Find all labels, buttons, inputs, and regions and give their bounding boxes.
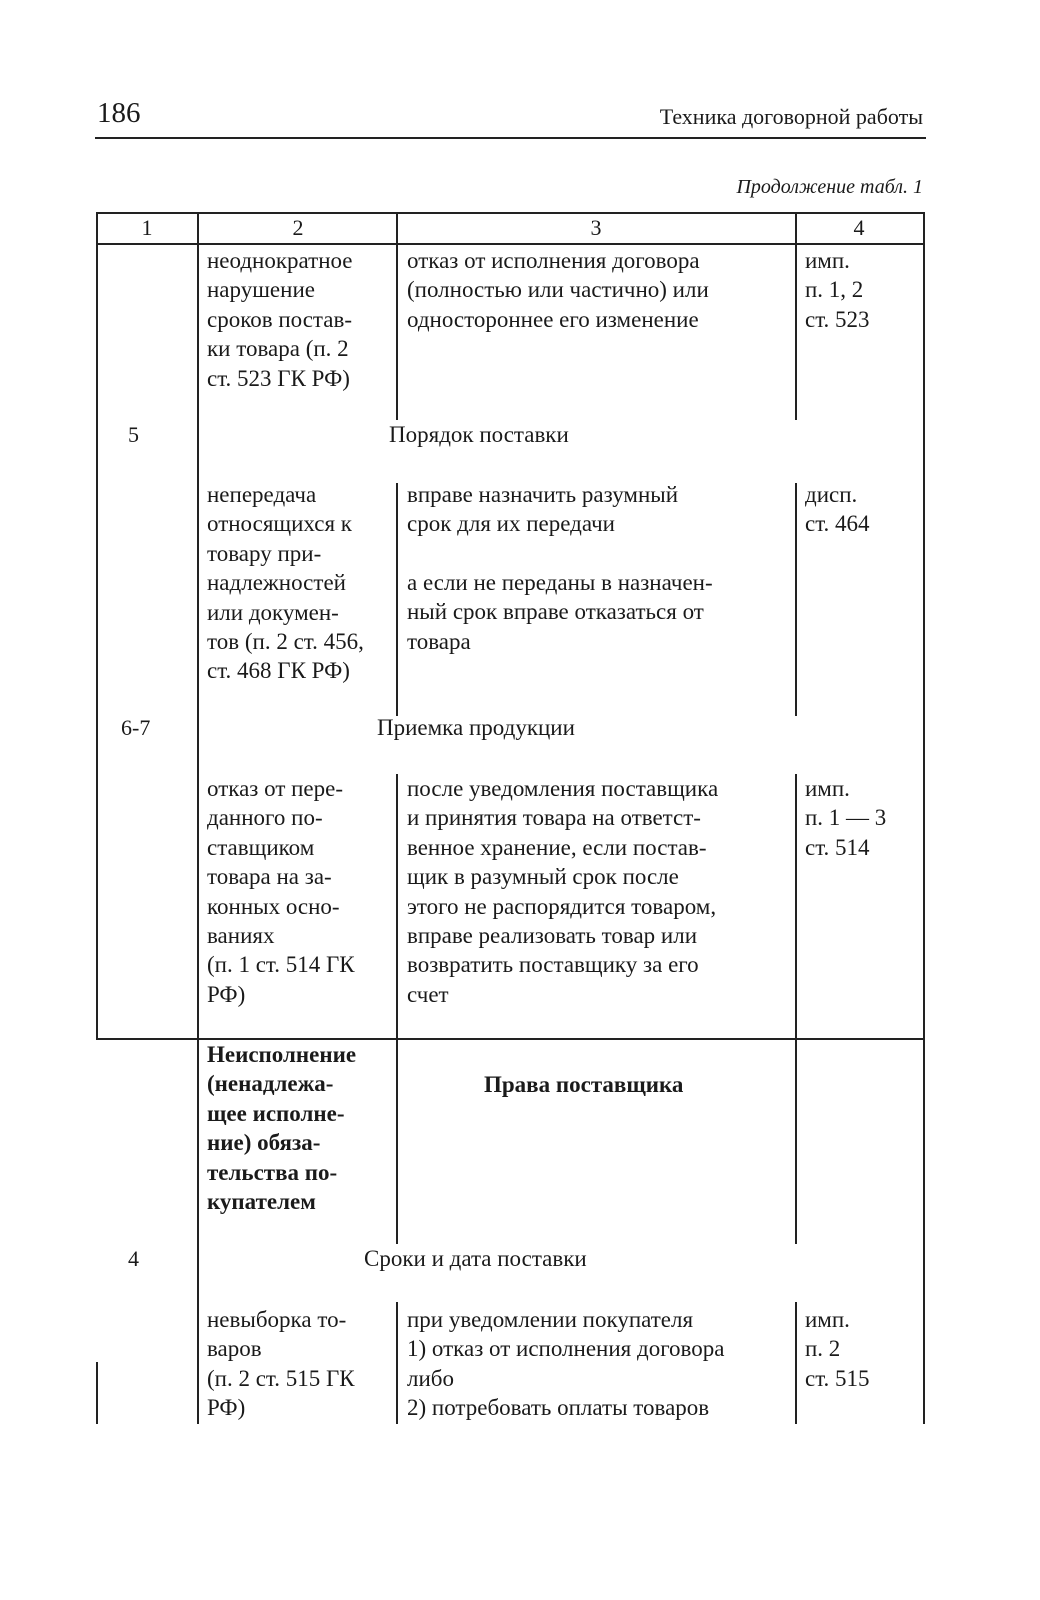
cell-violation: невыборка то- варов (п. 2 ст. 515 ГК РФ) <box>207 1307 355 1421</box>
section-number: 5 <box>128 422 139 447</box>
col-separator-2 <box>396 774 398 1244</box>
cell-violation: непередача относящихся к товару при- надлежностей или докумен- тов (п. 2 ст. 456, ст. 468 ГК РФ) <box>207 482 364 684</box>
section-title: Порядок поставки <box>389 422 569 447</box>
cell-right-extra: а если не переданы в назначен- ный срок вправе отказаться от товара <box>407 570 713 654</box>
section-title: Сроки и дата поставки <box>364 1246 587 1271</box>
section-number: 6-7 <box>121 715 151 740</box>
cell-violation: отказ от пере- данного по- ставщиком товара на за- конных осно- ваниях (п. 1 ст. 514 ГК РФ) <box>207 776 355 1007</box>
col-separator-2 <box>396 483 398 716</box>
col-separator-3 <box>795 774 797 1244</box>
section-title: Приемка продукции <box>377 715 575 740</box>
section-number: 4 <box>128 1246 139 1271</box>
cell-violation: неоднократное нарушение сроков постав- ки товара (п. 2 ст. 523 ГК РФ) <box>207 248 353 391</box>
table-right-border <box>923 212 925 1424</box>
cell-right: отказ от исполнения договора (полностью или частично) или одностороннее его изменение <box>407 248 709 332</box>
table-caption: Продолжение табл. 1 <box>736 176 923 198</box>
table <box>96 212 925 1424</box>
header-rule <box>95 137 926 139</box>
table-left-border <box>96 212 98 1040</box>
rights-heading: Права поставщика <box>484 1072 684 1097</box>
cell-norm: дисп. ст. 464 <box>805 482 870 537</box>
col-separator-2 <box>396 1302 398 1424</box>
cell-right: при уведомлении покупателя 1) отказ от исполнения договора либо 2) потребовать оплаты товаров <box>407 1307 725 1421</box>
header-cell-4: 4 <box>853 215 865 240</box>
cell-right: вправе назначить разумный срок для их передачи <box>407 482 679 537</box>
table-left-border-2 <box>96 1362 98 1424</box>
cell-right: после уведомления поставщика и принятия товара на ответст- венное хранение, если постав- щик в разумный срок после этого не распорядится товаром, вправе реализовать товар или возвратить поставщику за его счет <box>407 776 719 1007</box>
table-header-rule <box>96 243 925 245</box>
col-separator-3 <box>795 1302 797 1424</box>
cell-norm: имп. п. 2 ст. 515 <box>805 1307 870 1391</box>
col-separator-3 <box>795 483 797 716</box>
col-separator-3 <box>795 212 797 420</box>
header-cell-1: 1 <box>141 215 153 240</box>
page-number: 186 <box>97 97 141 129</box>
col-separator-1 <box>197 212 199 1424</box>
running-title: Техника договорной работы <box>659 104 923 129</box>
cell-norm: имп. п. 1, 2 ст. 523 <box>805 248 870 332</box>
table-top-rule <box>96 212 925 214</box>
cell-violation-heading: Неисполнение (ненадлежа- щее исполне- ние) обяза- тельства по- купателем <box>207 1042 357 1215</box>
cell-norm: имп. п. 1 — 3 ст. 514 <box>805 776 887 860</box>
header-cell-2: 2 <box>292 215 304 240</box>
col-separator-2 <box>396 212 398 420</box>
header-cell-3: 3 <box>590 215 602 240</box>
